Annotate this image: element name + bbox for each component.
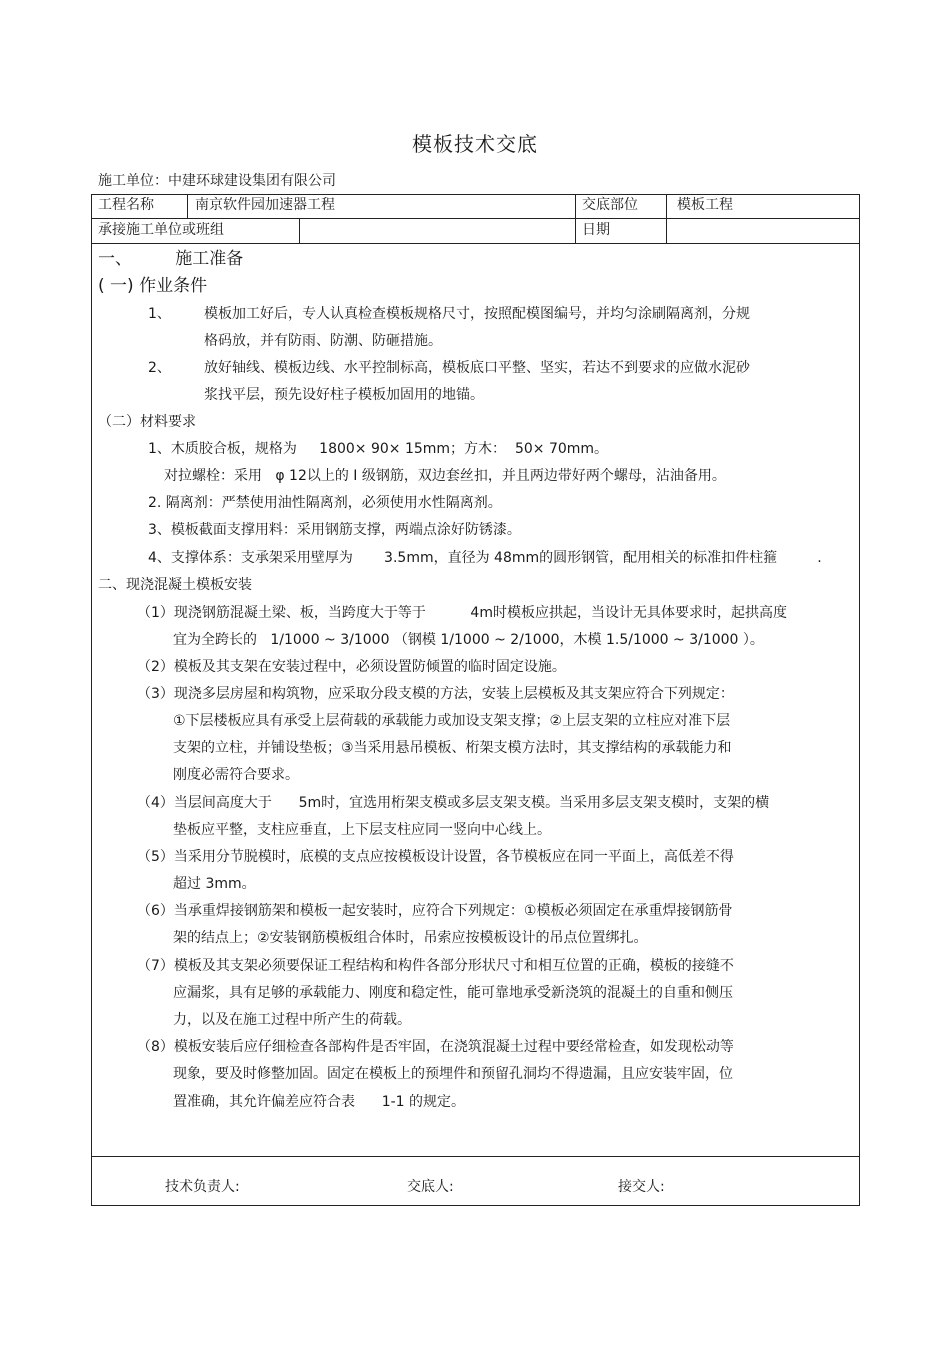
paragraph-line: （7）模板及其支架必须要保证工程结构和构件各部分形状尺寸和相互位置的正确，模板的接缝不 — [137, 958, 734, 974]
paragraph-line: 置准确，其允许偏差应符合表 1-1 的规定。 — [173, 1094, 466, 1110]
paragraph-line: 超过 3mm。 — [173, 876, 256, 892]
paragraph-line: ①下层楼板应具有承受上层荷载的承载能力或加设支架支撑；②上层支架的立柱应对准下层 — [173, 713, 731, 729]
paragraph-line: 1、木质胶合板，规格为 1800× 90× 15mm；方木： 50× 70mm。 — [148, 441, 609, 457]
paragraph-line: 力，以及在施工过程中所产生的荷载。 — [173, 1012, 411, 1028]
paragraph-line: （1）现浇钢筋混凝土梁、板，当跨度大于等于 4m时模板应拱起，当设计无具体要求时，起拱高度 — [137, 605, 787, 621]
section-heading: 二、现浇混凝土模板安装 — [98, 577, 252, 593]
paragraph-line: 支架的立柱，并铺设垫板；③当采用悬吊模板、桁架支模方法时，其支撑结构的承载能力和 — [173, 740, 732, 756]
paragraph-line: 对拉螺栓：采用 φ 12以上的 I 级钢筋，双边套丝扣，并且两边带好两个螺母，沾油备用。 — [164, 468, 726, 484]
paragraph-line: 现象，要及时修整加固。固定在模板上的预埋件和预留孔洞均不得遗漏，且应安装牢固，位 — [173, 1066, 733, 1082]
col-divider — [666, 194, 667, 243]
paragraph-line: 模板加工好后，专人认真检查模板规格尺寸，按照配模图编号，并均匀涂刷隔离剂，分规 — [204, 306, 750, 322]
paragraph-line: 应漏浆，具有足够的承载能力、刚度和稳定性，能可靠地承受新浇筑的混凝土的自重和侧压 — [173, 985, 733, 1001]
col-divider — [187, 194, 188, 219]
paragraph-line: （4）当层间高度大于 5m时，宜选用桁架支模或多层支架支模。当采用多层支架支模时，支架的横 — [137, 795, 770, 811]
paragraph-line: （3）现浇多层房屋和构筑物，应采取分段支模的方法，安装上层模板及其支架应符合下列规定： — [137, 686, 734, 702]
footer-divider — [91, 1156, 860, 1157]
list-number: 2、 — [148, 360, 171, 376]
project-name-label: 工程名称 — [98, 197, 154, 213]
paragraph-line: （8）模板安装后应仔细检查各部构件是否牢固，在浇筑混凝土过程中要经常检查，如发现松动等 — [137, 1039, 734, 1055]
subsection-heading: （二）材料要求 — [98, 414, 196, 430]
list-number: 1、 — [148, 306, 171, 322]
paragraph-line: 垫板应平整，支柱应垂直，上下层支柱应同一竖向中心线上。 — [173, 822, 551, 838]
paragraph-line: 刚度必需符合要求。 — [173, 767, 299, 783]
disclosure-part-label: 交底部位 — [582, 197, 638, 213]
date-label: 日期 — [582, 222, 610, 238]
paragraph-line: 格码放，并有防雨、防潮、防砸措施。 — [204, 333, 442, 349]
receiver-signature-label: 接交人: — [618, 1179, 665, 1195]
project-name-value: 南京软件园加速器工程 — [195, 197, 335, 213]
col-divider — [575, 194, 576, 243]
tech-lead-signature-label: 技术负责人: — [165, 1179, 240, 1195]
contractor-label: 承接施工单位或班组 — [98, 222, 224, 238]
paragraph-line: 宜为全跨长的 1/1000 ~ 3/1000 （钢模 1/1000 ~ 2/1000，木模 1.5/1000 ~ 3/1000 ）。 — [173, 632, 764, 648]
subsection-heading: ( 一) 作业条件 — [98, 276, 208, 296]
paragraph-line: （6）当承重焊接钢筋架和模板一起安装时，应符合下列规定：①模板必须固定在承重焊接钢筋骨 — [137, 903, 733, 919]
row-divider — [91, 218, 860, 219]
paragraph-line: （5）当采用分节脱模时，底模的支点应按模板设计设置，各节模板应在同一平面上，高低差不得 — [137, 849, 734, 865]
paragraph-line: 2. 隔离剂：严禁使用油性隔离剂，必须使用水性隔离剂。 — [148, 495, 502, 511]
paragraph-line: 放好轴线、模板边线、水平控制标高，模板底口平整、坚实，若达不到要求的应做水泥砂 — [204, 360, 750, 376]
row-divider — [91, 243, 860, 244]
paragraph-line: 浆找平层，预先设好柱子模板加固用的地锚。 — [204, 387, 484, 403]
paragraph-line: 架的结点上；②安装钢筋模板组合体时，吊索应按模板设计的吊点位置绑扎。 — [173, 930, 648, 946]
paragraph-line: （2）模板及其支架在安装过程中，必须设置防倾置的临时固定设施。 — [137, 659, 566, 675]
disclosure-part-value: 模板工程 — [677, 197, 733, 213]
construction-unit: 施工单位：中建环球建设集团有限公司 — [98, 173, 336, 189]
discloser-signature-label: 交底人: — [407, 1179, 454, 1195]
section-heading: 一、 施工准备 — [98, 249, 244, 269]
paragraph-line: 3、模板截面支撑用料：采用钢筋支撑，两端点涂好防锈漆。 — [148, 522, 521, 538]
col-divider — [299, 218, 300, 243]
document-title: 模板技术交底 — [412, 132, 538, 156]
paragraph-line: 4、支撑体系：支承架采用壁厚为 3.5mm，直径为 48mm的圆形钢管，配用相关的标准扣件柱箍 . — [148, 550, 822, 566]
